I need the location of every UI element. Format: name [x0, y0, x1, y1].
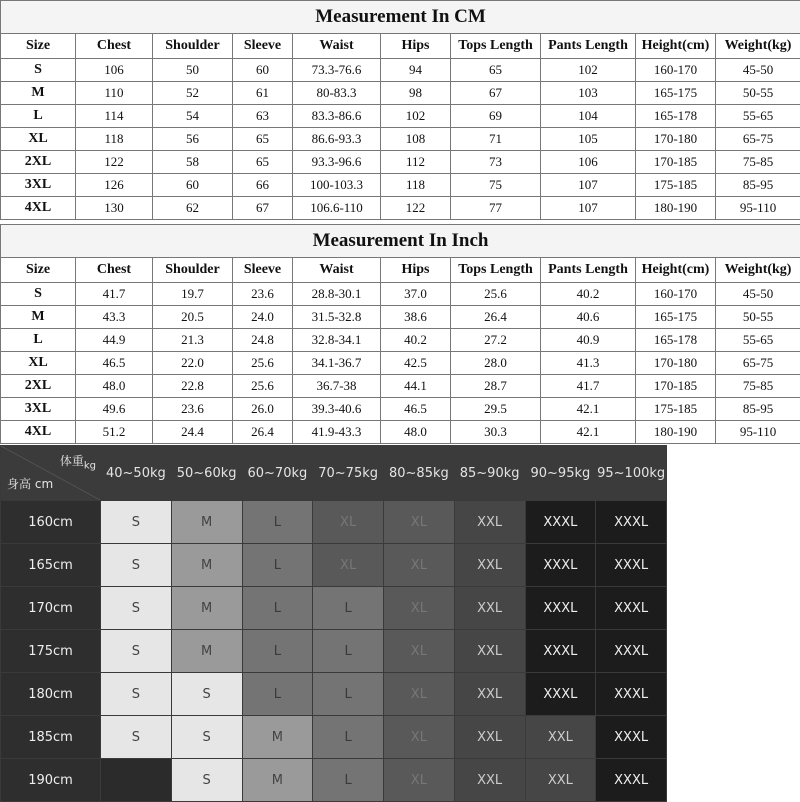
value-cell: 93.3-96.6 [293, 151, 381, 174]
value-cell: 26.4 [233, 421, 293, 444]
value-cell: 80-83.3 [293, 82, 381, 105]
value-cell: 108 [381, 128, 451, 151]
weight-range-header: 95~100kg [596, 446, 667, 501]
value-cell: 42.1 [541, 398, 636, 421]
size-cell: M [1, 306, 76, 329]
value-cell: 65-75 [716, 128, 800, 151]
size-recommendation-cell: XXXL [596, 587, 667, 630]
header-row [1, 34, 800, 59]
value-cell: 37.0 [381, 283, 451, 306]
size-recommendation-cell: S [101, 501, 172, 544]
value-cell: 105 [541, 128, 636, 151]
value-cell: 130 [76, 197, 153, 220]
value-cell: 94 [381, 59, 451, 82]
value-cell: 34.1-36.7 [293, 352, 381, 375]
value-cell: 23.6 [233, 283, 293, 306]
weight-range-header: 40~50kg [101, 446, 172, 501]
value-cell: 95-110 [716, 421, 800, 444]
size-recommendation-cell: XXXL [596, 630, 667, 673]
value-cell: 165-178 [636, 329, 716, 352]
value-cell: 107 [541, 197, 636, 220]
height-label: 身高 [7, 477, 31, 491]
size-cell: M [1, 82, 76, 105]
value-cell: 102 [541, 59, 636, 82]
table-row [1, 105, 800, 128]
size-recommendation-cell: XL [313, 501, 384, 544]
value-cell: 25.6 [233, 352, 293, 375]
size-recommendation-cell: XXL [454, 716, 525, 759]
cm-measurement-table [0, 0, 800, 220]
value-cell: 102 [381, 105, 451, 128]
value-cell: 24.4 [153, 421, 233, 444]
value-cell: 65 [233, 151, 293, 174]
size-recommendation-cell: M [171, 587, 242, 630]
value-cell: 40.9 [541, 329, 636, 352]
column-header: Weight(kg) [716, 258, 800, 283]
size-recommendation-cell: M [171, 501, 242, 544]
column-header: Pants Length [541, 258, 636, 283]
grid-row [1, 630, 667, 673]
column-header: Hips [381, 258, 451, 283]
value-cell: 66 [233, 174, 293, 197]
header-row [1, 258, 800, 283]
column-header: Size [1, 34, 76, 59]
value-cell: 26.4 [451, 306, 541, 329]
value-cell: 31.5-32.8 [293, 306, 381, 329]
value-cell: 54 [153, 105, 233, 128]
table-row [1, 421, 800, 444]
value-cell: 25.6 [233, 375, 293, 398]
value-cell: 61 [233, 82, 293, 105]
value-cell: 22.8 [153, 375, 233, 398]
value-cell: 175-185 [636, 174, 716, 197]
weight-range-header: 70~75kg [313, 446, 384, 501]
size-recommendation-cell: L [242, 673, 313, 716]
value-cell: 160-170 [636, 59, 716, 82]
size-cell: 2XL [1, 151, 76, 174]
value-cell: 27.2 [451, 329, 541, 352]
value-cell: 85-95 [716, 398, 800, 421]
value-cell: 165-175 [636, 306, 716, 329]
value-cell: 50-55 [716, 82, 800, 105]
size-recommendation-cell [101, 759, 172, 802]
size-recommendation-cell: S [101, 544, 172, 587]
size-recommendation-cell: XXXL [525, 501, 596, 544]
grid-row [1, 673, 667, 716]
height-cell: 190cm [1, 759, 101, 802]
height-cell: 160cm [1, 501, 101, 544]
grid-row [1, 587, 667, 630]
value-cell: 73.3-76.6 [293, 59, 381, 82]
value-cell: 40.6 [541, 306, 636, 329]
table-row [1, 151, 800, 174]
value-cell: 112 [381, 151, 451, 174]
table-row [1, 306, 800, 329]
table-row [1, 329, 800, 352]
size-recommendation-cell: XXL [454, 544, 525, 587]
value-cell: 30.3 [451, 421, 541, 444]
weight-range-header: 85~90kg [454, 446, 525, 501]
size-recommendation-cell: L [242, 501, 313, 544]
size-recommendation-cell: XXL [454, 673, 525, 716]
grid-corner-header [1, 446, 100, 500]
weight-range-header: 60~70kg [242, 446, 313, 501]
value-cell: 77 [451, 197, 541, 220]
size-recommendation-cell: L [313, 673, 384, 716]
grid-row [1, 501, 667, 544]
value-cell: 50-55 [716, 306, 800, 329]
height-cell: 180cm [1, 673, 101, 716]
column-header: Shoulder [153, 258, 233, 283]
grid-row [1, 716, 667, 759]
weight-range-header: 90~95kg [525, 446, 596, 501]
value-cell: 100-103.3 [293, 174, 381, 197]
grid-row [1, 759, 667, 802]
value-cell: 60 [153, 174, 233, 197]
size-recommendation-cell: XXXL [525, 630, 596, 673]
value-cell: 85-95 [716, 174, 800, 197]
table-row [1, 352, 800, 375]
column-header: Tops Length [451, 34, 541, 59]
value-cell: 69 [451, 105, 541, 128]
value-cell: 43.3 [76, 306, 153, 329]
value-cell: 114 [76, 105, 153, 128]
value-cell: 21.3 [153, 329, 233, 352]
size-recommendation-cell: M [171, 544, 242, 587]
column-header: Sleeve [233, 258, 293, 283]
value-cell: 25.6 [451, 283, 541, 306]
value-cell: 170-185 [636, 375, 716, 398]
value-cell: 48.0 [76, 375, 153, 398]
size-recommendation-cell: S [101, 630, 172, 673]
size-recommendation-cell: XXL [454, 587, 525, 630]
value-cell: 28.8-30.1 [293, 283, 381, 306]
size-cell: 2XL [1, 375, 76, 398]
value-cell: 83.3-86.6 [293, 105, 381, 128]
size-recommendation-cell: M [242, 716, 313, 759]
weight-range-header: 50~60kg [171, 446, 242, 501]
value-cell: 52 [153, 82, 233, 105]
value-cell: 41.7 [76, 283, 153, 306]
value-cell: 75 [451, 174, 541, 197]
size-cell: XL [1, 128, 76, 151]
size-recommendation-cell: S [101, 673, 172, 716]
value-cell: 165-175 [636, 82, 716, 105]
value-cell: 22.0 [153, 352, 233, 375]
table-row [1, 375, 800, 398]
value-cell: 122 [76, 151, 153, 174]
column-header: Sleeve [233, 34, 293, 59]
value-cell: 24.0 [233, 306, 293, 329]
value-cell: 118 [381, 174, 451, 197]
size-recommendation-cell: XL [384, 501, 455, 544]
value-cell: 32.8-34.1 [293, 329, 381, 352]
column-header: Shoulder [153, 34, 233, 59]
value-cell: 95-110 [716, 197, 800, 220]
column-header: Waist [293, 258, 381, 283]
value-cell: 106 [76, 59, 153, 82]
size-recommendation-cell: L [242, 630, 313, 673]
value-cell: 118 [76, 128, 153, 151]
size-recommendation-cell: XXL [454, 759, 525, 802]
size-recommendation-cell: XXL [525, 716, 596, 759]
size-cell: XL [1, 352, 76, 375]
size-recommendation-cell: XXXL [525, 673, 596, 716]
table-row [1, 59, 800, 82]
table-row [1, 174, 800, 197]
size-recommendation-cell: XL [384, 673, 455, 716]
value-cell: 28.0 [451, 352, 541, 375]
table-row [1, 82, 800, 105]
size-recommendation-cell: XXXL [596, 544, 667, 587]
value-cell: 122 [381, 197, 451, 220]
size-recommendation-cell: S [171, 716, 242, 759]
size-recommendation-cell: XL [384, 716, 455, 759]
column-header: Height(cm) [636, 258, 716, 283]
height-cell: 170cm [1, 587, 101, 630]
value-cell: 165-178 [636, 105, 716, 128]
size-recommendation-cell: L [313, 759, 384, 802]
value-cell: 45-50 [716, 283, 800, 306]
value-cell: 73 [451, 151, 541, 174]
size-recommendation-cell: XL [384, 544, 455, 587]
value-cell: 55-65 [716, 329, 800, 352]
value-cell: 51.2 [76, 421, 153, 444]
inch-table-title: Measurement In Inch [1, 225, 800, 258]
value-cell: 62 [153, 197, 233, 220]
value-cell: 36.7-38 [293, 375, 381, 398]
weight-unit: kg [84, 460, 96, 471]
value-cell: 26.0 [233, 398, 293, 421]
value-cell: 42.1 [541, 421, 636, 444]
value-cell: 170-185 [636, 151, 716, 174]
size-recommendation-cell: S [101, 716, 172, 759]
value-cell: 49.6 [76, 398, 153, 421]
value-cell: 19.7 [153, 283, 233, 306]
size-cell: 4XL [1, 421, 76, 444]
size-recommendation-cell: XXL [454, 630, 525, 673]
size-recommendation-cell: XL [384, 587, 455, 630]
value-cell: 38.6 [381, 306, 451, 329]
column-header: Height(cm) [636, 34, 716, 59]
value-cell: 45-50 [716, 59, 800, 82]
cm-table-title: Measurement In CM [1, 1, 800, 34]
size-recommendation-cell: XXXL [596, 716, 667, 759]
column-header: Chest [76, 258, 153, 283]
size-recommendation-cell: L [242, 587, 313, 630]
value-cell: 175-185 [636, 398, 716, 421]
value-cell: 40.2 [541, 283, 636, 306]
value-cell: 23.6 [153, 398, 233, 421]
size-cell: 4XL [1, 197, 76, 220]
value-cell: 67 [233, 197, 293, 220]
grid-row [1, 544, 667, 587]
size-recommendation-cell: S [171, 673, 242, 716]
value-cell: 65 [233, 128, 293, 151]
value-cell: 24.8 [233, 329, 293, 352]
table-row [1, 128, 800, 151]
value-cell: 110 [76, 82, 153, 105]
value-cell: 106.6-110 [293, 197, 381, 220]
weight-label: 体重 [60, 454, 84, 468]
size-recommendation-cell: XXXL [596, 501, 667, 544]
column-header: Pants Length [541, 34, 636, 59]
column-header: Hips [381, 34, 451, 59]
height-cell: 165cm [1, 544, 101, 587]
value-cell: 65-75 [716, 352, 800, 375]
height-weight-size-grid [0, 445, 667, 800]
column-header: Size [1, 258, 76, 283]
value-cell: 29.5 [451, 398, 541, 421]
value-cell: 42.5 [381, 352, 451, 375]
column-header: Tops Length [451, 258, 541, 283]
value-cell: 107 [541, 174, 636, 197]
size-recommendation-cell: XXL [525, 759, 596, 802]
size-recommendation-cell: S [101, 587, 172, 630]
value-cell: 41.9-43.3 [293, 421, 381, 444]
size-cell: S [1, 59, 76, 82]
value-cell: 126 [76, 174, 153, 197]
inch-measurement-table [0, 224, 800, 444]
weight-range-header: 80~85kg [384, 446, 455, 501]
value-cell: 46.5 [381, 398, 451, 421]
height-cell: 175cm [1, 630, 101, 673]
size-recommendation-cell: L [313, 587, 384, 630]
size-recommendation-cell: XL [313, 544, 384, 587]
value-cell: 40.2 [381, 329, 451, 352]
table-row [1, 398, 800, 421]
size-recommendation-cell: S [171, 759, 242, 802]
value-cell: 75-85 [716, 151, 800, 174]
value-cell: 58 [153, 151, 233, 174]
size-recommendation-cell: M [242, 759, 313, 802]
value-cell: 55-65 [716, 105, 800, 128]
value-cell: 41.3 [541, 352, 636, 375]
value-cell: 98 [381, 82, 451, 105]
size-recommendation-cell: M [171, 630, 242, 673]
value-cell: 103 [541, 82, 636, 105]
size-cell: L [1, 329, 76, 352]
table-row [1, 283, 800, 306]
size-cell: 3XL [1, 174, 76, 197]
size-recommendation-cell: L [313, 716, 384, 759]
value-cell: 48.0 [381, 421, 451, 444]
value-cell: 170-180 [636, 352, 716, 375]
value-cell: 63 [233, 105, 293, 128]
size-recommendation-cell: XXXL [525, 587, 596, 630]
value-cell: 71 [451, 128, 541, 151]
value-cell: 56 [153, 128, 233, 151]
value-cell: 60 [233, 59, 293, 82]
value-cell: 65 [451, 59, 541, 82]
value-cell: 67 [451, 82, 541, 105]
size-recommendation-cell: L [313, 630, 384, 673]
value-cell: 106 [541, 151, 636, 174]
value-cell: 39.3-40.6 [293, 398, 381, 421]
table-row [1, 197, 800, 220]
size-recommendation-cell: L [242, 544, 313, 587]
size-recommendation-cell: XXL [454, 501, 525, 544]
column-header: Weight(kg) [716, 34, 800, 59]
value-cell: 86.6-93.3 [293, 128, 381, 151]
value-cell: 41.7 [541, 375, 636, 398]
height-unit: cm [35, 477, 53, 491]
size-recommendation-cell: XL [384, 630, 455, 673]
column-header: Chest [76, 34, 153, 59]
size-recommendation-cell: XXXL [596, 673, 667, 716]
height-cell: 185cm [1, 716, 101, 759]
value-cell: 46.5 [76, 352, 153, 375]
value-cell: 160-170 [636, 283, 716, 306]
size-recommendation-cell: XL [384, 759, 455, 802]
value-cell: 104 [541, 105, 636, 128]
size-recommendation-cell: XXXL [596, 759, 667, 802]
value-cell: 50 [153, 59, 233, 82]
value-cell: 28.7 [451, 375, 541, 398]
value-cell: 20.5 [153, 306, 233, 329]
size-recommendation-cell: XXXL [525, 544, 596, 587]
size-cell: 3XL [1, 398, 76, 421]
size-cell: S [1, 283, 76, 306]
value-cell: 44.1 [381, 375, 451, 398]
column-header: Waist [293, 34, 381, 59]
value-cell: 44.9 [76, 329, 153, 352]
size-cell: L [1, 105, 76, 128]
value-cell: 180-190 [636, 421, 716, 444]
value-cell: 75-85 [716, 375, 800, 398]
value-cell: 170-180 [636, 128, 716, 151]
value-cell: 180-190 [636, 197, 716, 220]
